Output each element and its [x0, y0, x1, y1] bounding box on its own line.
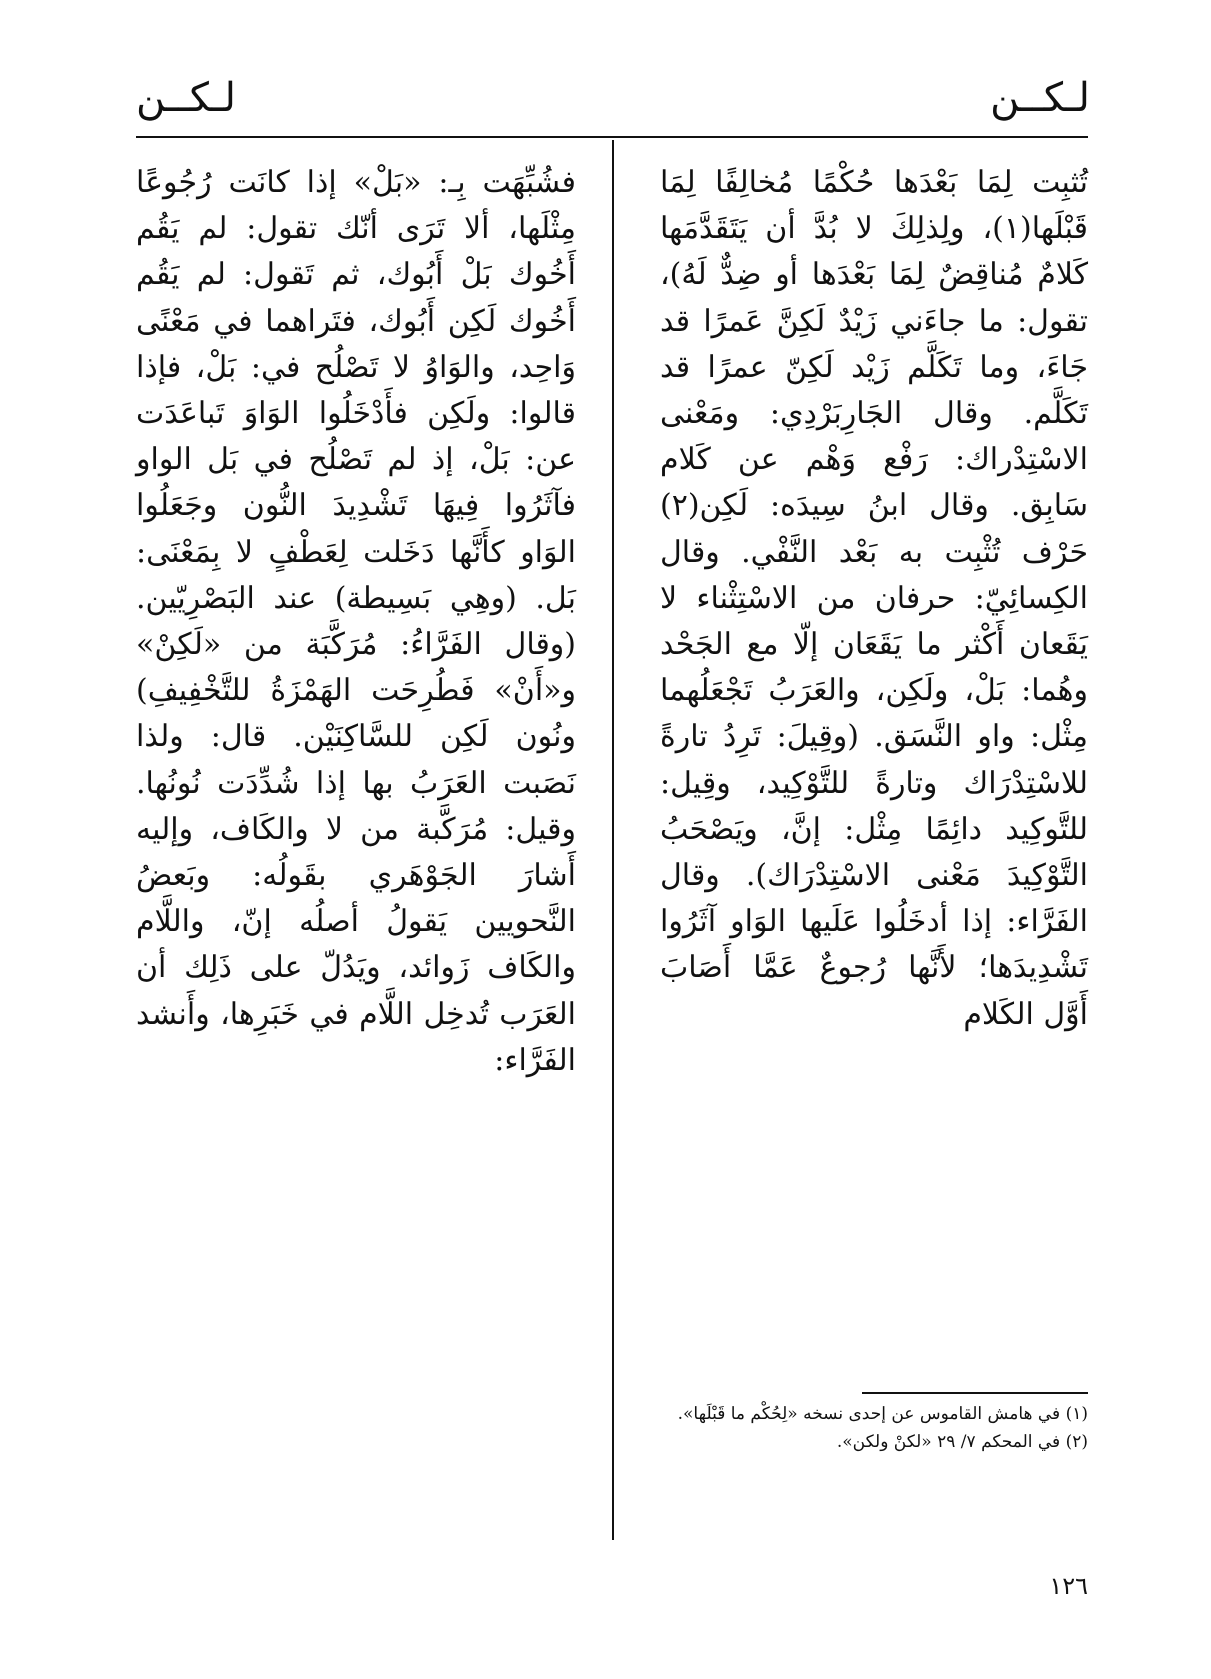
right-column-text: تُثبِت لِمَا بَعْدَها حُكْمًا مُخالِفًا لِمَا قَبْلَها(١)، ولِذلِكَ لا بُدَّ أن يَتَقَدَّمَها كَلامٌ مُناقِضٌ لِمَا بَعْدَها أو ضِدٌّ لَهُ)، تقول: ما جاءَني زَيْدٌ لَكِنَّ عَمرًا قد جَاءَ، وما تَكَلَّم زَيْد لَكِنّ عمرًا قد تَكَلَّم. وقال الجَارِبَرْدِي: ومَعْنى الاسْتِدْراك: رَفْع وَهْم عن كَلام سَابِق. وقال ابنُ سِيدَه: لَكِن(٢) حَرْف تُثْبِت به بَعْد النَّفْي. وقال الكِسائِيّ: حرفان من الاسْتِثْناء لا يَقَعان أَكْثر ما يَقَعَان إلّا مع الجَحْد وهُما: بَلْ، ولَكِن، والعَرَبُ تَجْعَلُهما مِثْل: واو النَّسَق. (وقِيلَ: تَرِدُ تارةً للاسْتِدْرَاك وتارةً للتَّوْكِيد، وقِيل: للتَّوكِيد دائِمًا مِثْل: إنَّ، ويَصْحَبُ التَّوْكِيدَ مَعْنى الاسْتِدْرَاك). وقال الفَرَّاء: إذا أدخَلُوا عَلَيها الوَاو آثَرُوا تَشْدِيدَها؛ لأَنَّها رُجوعٌ عَمَّا أَصَابَ أَوَّل الكَلام: [660, 165, 1088, 1032]
right-text-column: [660, 160, 1088, 1038]
column-divider: [612, 140, 614, 1540]
footnotes: [660, 1400, 1088, 1456]
header-rule: [136, 136, 1088, 138]
left-column-text: فشُبِّهَت بِـ: «بَلْ» إذا كانَت رُجُوعًا مِثْلَها، ألا تَرَى أنّك تقول: لم يَقُم أَخُوك بَلْ أَبُوك، ثم تَقول: لم يَقُم أَخُوك لَكِن أَبُوك، فتَراهما في مَعْنًى وَاحِد، والوَاوُ لا تَصْلُح في: بَلْ، فإذا قالوا: ولَكِن فأَدْخَلُوا الوَاوَ تَباعَدَت عن: بَلْ، إذ لم تَصْلُح في بَل الواو فآثَرُوا فِيهَا تَشْدِيدَ النُّون وجَعَلُوا الوَاو كأَنَّها دَخَلت لِعَطْفٍ لا بِمَعْنَى: بَل. (وهِي بَسِيطة) عند البَصْرِيّين. (وقال الفَرَّاءُ: مُرَكَّبَة من «لَكِنْ» و«أَنْ» فَطُرِحَت الهَمْزَةُ للتَّخْفِيفِ) ونُون لَكِن للسَّاكِنَيْن. قال: ولذا نَصَبت العَرَبُ بها إذا شُدِّدَت نُونُها. وقيل: مُرَكَّبة من لا والكَاف، وإليه أَشارَ الجَوْهَري بقَولُه: وبَعضُ النَّحويين يَقولُ أصلُه إنّ، واللَّام والكَاف زَوائد، ويَدُلّ على ذَلِك أن العَرَب تُدخِل اللَّام في خَبَرِها، وأَنشد الفَرَّاء:: [136, 165, 576, 1078]
footnote-1: (١) في هامش القاموس عن إحدى نسخه «لِحُكْم ما قَبْلَها».: [677, 1404, 1088, 1424]
page-number: ١٢٦: [1049, 1572, 1088, 1600]
footnote-2: (٢) في المحكم ٧/ ٢٩ «لكنْ ولكن».: [836, 1432, 1088, 1452]
running-header-left: لـكــن: [136, 75, 236, 121]
footnote-rule: [862, 1392, 1088, 1394]
left-text-column: [136, 160, 576, 1084]
running-header-right: لـكــن: [990, 75, 1090, 121]
